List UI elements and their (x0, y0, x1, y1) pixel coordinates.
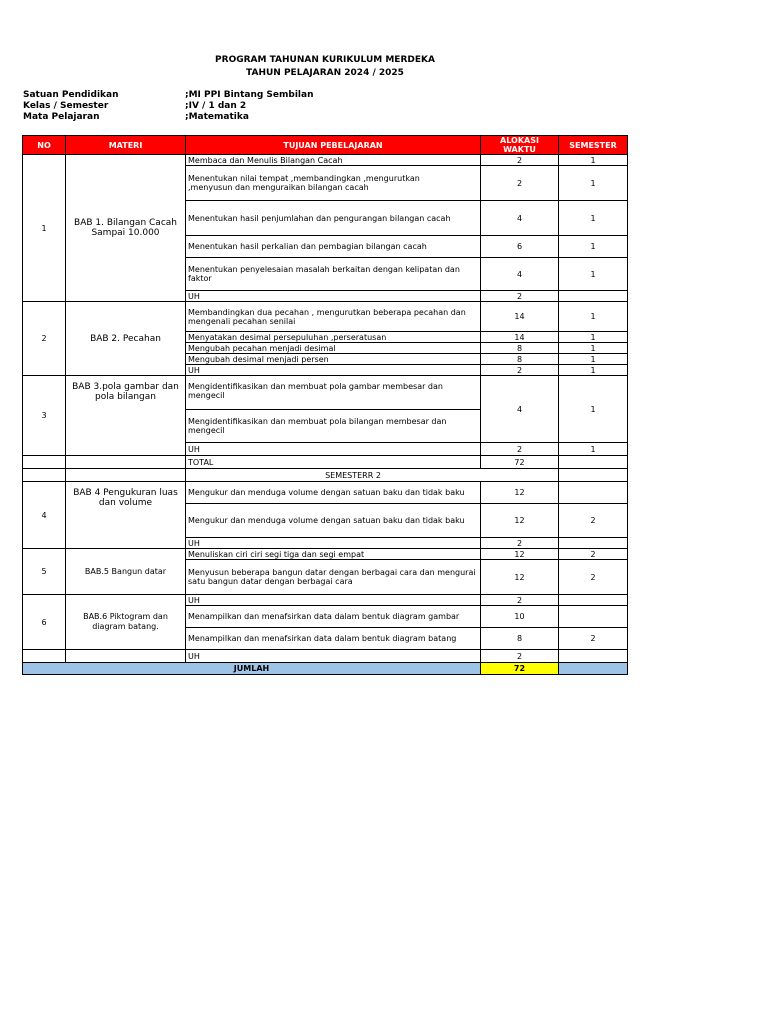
header-alokasi: ALOKASI WAKTU (481, 136, 559, 155)
table-row (23, 595, 628, 606)
total-row (23, 456, 628, 469)
bab4-tujuan-1: Mengukur dan menduga volume dengan satuan baku dan tidak baku (186, 482, 481, 504)
bab1-semester-4: 1 (559, 236, 628, 258)
total-semester-cell (559, 456, 628, 469)
bab1-alokasi-4: 6 (481, 236, 559, 258)
header-no: NO (23, 136, 66, 155)
bab4-semester-1 (559, 482, 628, 504)
bab3-semester-3: 1 (559, 443, 628, 456)
last-uh-tujuan: UH (186, 650, 481, 663)
bab5-tujuan-2: Menyusun beberapa bangun datar dengan berbagai cara dan mengurai satu bangun datar dengan berbagai cara (186, 560, 481, 595)
last-uh-alokasi: 2 (481, 650, 559, 663)
total-label: TOTAL (186, 456, 481, 469)
bab4-alokasi-2: 12 (481, 504, 559, 538)
meta-mapel-value: ;Matematika (185, 112, 249, 122)
bab6-semester-3: 2 (559, 628, 628, 650)
bab1-semester-1: 1 (559, 155, 628, 166)
meta-kelas-label: Kelas / Semester (23, 101, 109, 111)
total-alokasi: 72 (481, 456, 559, 469)
bab5-no: 5 (23, 549, 66, 595)
bab5-alokasi-1: 12 (481, 549, 559, 560)
bab6-alokasi-1: 2 (481, 595, 559, 606)
header-semester: SEMESTER (559, 136, 628, 155)
bab6-tujuan-2: Menampilkan dan menafsirkan data dalam bentuk diagram gambar (186, 606, 481, 628)
jumlah-alokasi: 72 (481, 663, 559, 675)
bab1-materi: BAB 1. Bilangan Cacah Sampai 10.000 (66, 155, 186, 302)
bab6-semester-2 (559, 606, 628, 628)
bab4-semester-2: 2 (559, 504, 628, 538)
semester2-label: SEMESTERR 2 (186, 469, 559, 482)
bab4-tujuan-3: UH (186, 538, 481, 549)
total-materi-cell (66, 456, 186, 469)
bab2-semester-2: 1 (559, 332, 628, 343)
bab4-semester-3 (559, 538, 628, 549)
meta-mapel-label: Mata Pelajaran (23, 112, 100, 122)
semester2-materi-cell (66, 469, 186, 482)
meta-satuan-label: Satuan Pendidikan (23, 90, 119, 100)
bab6-alokasi-2: 10 (481, 606, 559, 628)
bab2-tujuan-3: Mengubah pecahan menjadi desimal (186, 343, 481, 354)
bab4-no: 4 (23, 482, 66, 549)
bab5-alokasi-2: 12 (481, 560, 559, 595)
bab1-alokasi-3: 4 (481, 201, 559, 236)
bab1-alokasi-2: 2 (481, 166, 559, 201)
bab2-semester-3: 1 (559, 343, 628, 354)
bab2-semester-5: 1 (559, 365, 628, 376)
bab1-tujuan-2 (186, 166, 481, 201)
bab3-no: 3 (23, 376, 66, 456)
bab6-tujuan-1: UH (186, 595, 481, 606)
bab1-alokasi-6: 2 (481, 291, 559, 302)
bab3-alokasi-merged: 4 (481, 376, 559, 443)
header-materi: MATERI (66, 136, 186, 155)
bab1-no: 1 (23, 155, 66, 302)
document-title-line2: TAHUN PELAJARAN 2024 / 2025 (246, 68, 404, 78)
semester2-row (23, 469, 628, 482)
last-uh-no-cell (23, 650, 66, 663)
bab5-semester-1: 2 (559, 549, 628, 560)
bab3-materi: BAB 3.pola gambar dan pola bilangan (66, 376, 186, 456)
bab2-tujuan-1: Membandingkan dua pecahan , mengurutkan beberapa pecahan dan mengenali pecahan senilai (186, 302, 481, 332)
bab1-tujuan-3: Menentukan hasil penjumlahan dan pengurangan bilangan cacah (186, 201, 481, 236)
bab6-alokasi-3: 8 (481, 628, 559, 650)
meta-satuan-value: ;MI PPI Bintang Sembilan (185, 90, 314, 100)
document-title-line1: PROGRAM TAHUNAN KURIKULUM MERDEKA (215, 55, 435, 65)
total-no-cell (23, 456, 66, 469)
bab1-semester-6 (559, 291, 628, 302)
bab2-semester-1: 1 (559, 302, 628, 332)
bab3-semester-merged: 1 (559, 376, 628, 443)
bab3-tujuan-1: Mengidentifikasikan dan membuat pola gambar membesar dan mengecil (186, 376, 481, 410)
last-uh-materi-cell (66, 650, 186, 663)
bab6-semester-1 (559, 595, 628, 606)
bab3-tujuan-2: Mengidentifikasikan dan membuat pola bilangan membesar dan mengecil (186, 410, 481, 443)
table-row (23, 302, 628, 332)
jumlah-semester-cell (559, 663, 628, 675)
bab4-materi: BAB 4 Pengukuran luas dan volume (66, 482, 186, 549)
bab2-materi: BAB 2. Pecahan (66, 302, 186, 376)
bab1-semester-3: 1 (559, 201, 628, 236)
bab1-tujuan-4: Menentukan hasil perkalian dan pembagian bilangan cacah (186, 236, 481, 258)
semester2-semester-cell (559, 469, 628, 482)
bab1-semester-5: 1 (559, 258, 628, 291)
program-table (22, 135, 628, 675)
bab2-semester-4: 1 (559, 354, 628, 365)
bab4-alokasi-3: 2 (481, 538, 559, 549)
table-row (23, 155, 628, 166)
semester2-no-cell (23, 469, 66, 482)
bab1-tujuan-2-text: Menentukan nilai tempat ,membandingkan ,mengurutkan ,menyusun dan menguraikan bilangan cacah (188, 174, 420, 192)
bab5-materi: BAB.5 Bangun datar (66, 549, 186, 595)
bab1-tujuan-5: Menentukan penyelesaian masalah berkaitan dengan kelipatan dan faktor (186, 258, 481, 291)
table-row (23, 549, 628, 560)
last-uh-semester (559, 650, 628, 663)
bab5-semester-2: 2 (559, 560, 628, 595)
bab2-no: 2 (23, 302, 66, 376)
bab4-tujuan-2: Mengukur dan menduga volume dengan satuan baku dan tidak baku (186, 504, 481, 538)
jumlah-label: JUMLAH (23, 663, 481, 675)
bab1-tujuan-6: UH (186, 291, 481, 302)
table-row (23, 376, 628, 410)
bab3-tujuan-3: UH (186, 443, 481, 456)
table-row (23, 650, 628, 663)
meta-kelas-value: ;IV / 1 dan 2 (185, 101, 247, 111)
bab2-tujuan-5: UH (186, 365, 481, 376)
bab2-alokasi-3: 8 (481, 343, 559, 354)
table-header-row (23, 136, 628, 155)
bab3-alokasi-3: 2 (481, 443, 559, 456)
bab5-tujuan-1: Menuliskan ciri ciri segi tiga dan segi empat (186, 549, 481, 560)
table-row (23, 482, 628, 504)
header-tujuan: TUJUAN PEBELAJARAN (186, 136, 481, 155)
bab6-no: 6 (23, 595, 66, 650)
bab1-alokasi-1: 2 (481, 155, 559, 166)
bab2-alokasi-2: 14 (481, 332, 559, 343)
bab1-tujuan-1: Membaca dan Menulis Bilangan Cacah (186, 155, 481, 166)
bab2-alokasi-1: 14 (481, 302, 559, 332)
bab2-tujuan-4: Mengubah desimal menjadi persen (186, 354, 481, 365)
bab4-alokasi-1: 12 (481, 482, 559, 504)
bab2-alokasi-4: 8 (481, 354, 559, 365)
bab6-materi: BAB.6 Piktogram dan diagram batang. (66, 595, 186, 650)
bab6-tujuan-3: Menampilkan dan menafsirkan data dalam bentuk diagram batang (186, 628, 481, 650)
bab1-alokasi-5: 4 (481, 258, 559, 291)
bab2-tujuan-2: Menyatakan desimal persepuluhan ,perseratusan (186, 332, 481, 343)
bab1-semester-2: 1 (559, 166, 628, 201)
jumlah-row (23, 663, 628, 675)
bab2-alokasi-5: 2 (481, 365, 559, 376)
